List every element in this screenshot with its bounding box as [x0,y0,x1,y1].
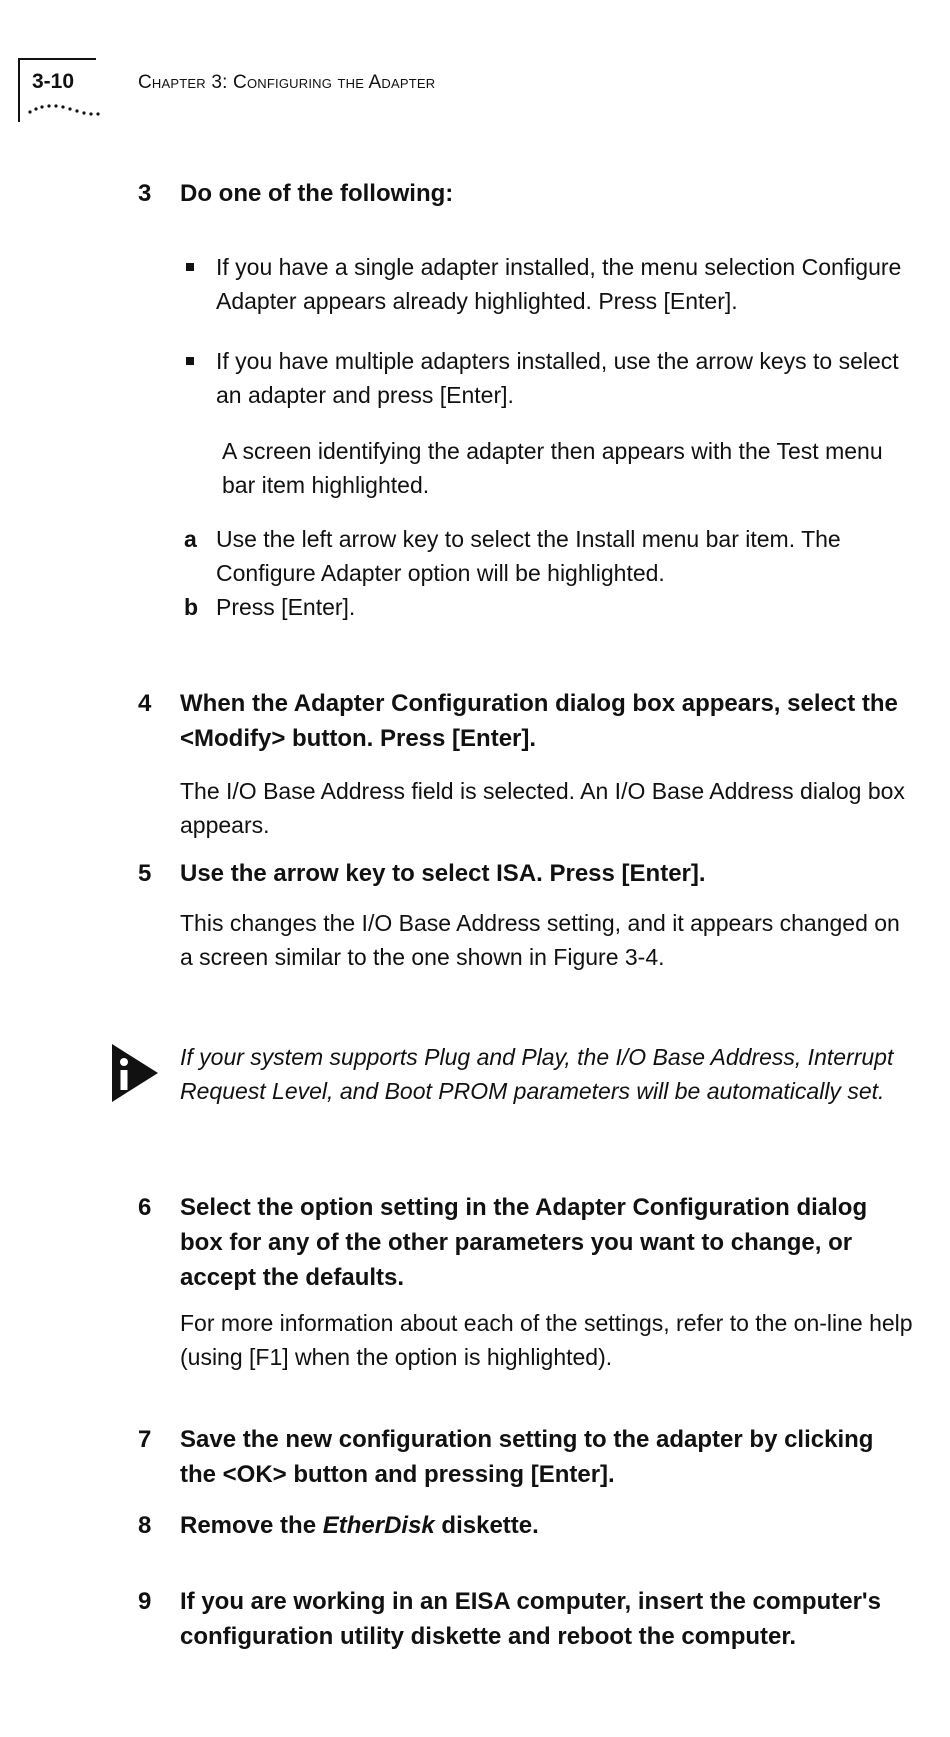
step-4-number: 4 [138,690,152,717]
header-rule-left [18,58,20,122]
substep-text: Press [Enter]. [216,594,356,620]
bullet-square-icon [186,357,194,365]
bullet-square-icon [186,263,194,271]
step-4-paragraph: The I/O Base Address field is selected. An I/O Base Address dialog box appears. [180,778,905,838]
step-9-number: 9 [138,1588,152,1615]
substep-letter: b [184,594,199,620]
step-5-heading: Use the arrow key to select ISA. Press [Enter]. [180,860,706,887]
step-5-number: 5 [138,860,152,887]
step-6-number: 6 [138,1194,152,1221]
step-7-number: 7 [138,1426,152,1453]
header-dots-ornament [26,98,106,120]
header-rule-top [18,58,96,60]
chapter-title: Chapter 3: Configuring the Adapter [138,72,436,93]
step-8-heading [180,1508,915,1543]
step-8-text-after: diskette. [434,1512,539,1539]
step-5-paragraph: This changes the I/O Base Address setting, and it appears changed on a screen similar to the one shown in Figure 3-4. [180,910,900,970]
step-8-text-italic: EtherDisk [322,1512,435,1539]
step-4-heading: When the Adapter Configuration dialog box appears, select the <Modify> button. Press [Enter]. [180,690,898,752]
step-3-number: 3 [138,180,152,207]
step-9-heading: If you are working in an EISA computer, insert the computer's configuration utility diskette and reboot the computer. [180,1588,881,1650]
step-6-paragraph: For more information about each of the settings, refer to the on-line help (using [F1] when the option is highlighted). [180,1310,913,1370]
substep-text: Use the left arrow key to select the Install menu bar item. The Configure Adapter option will be highlighted. [216,526,841,586]
step-3-heading: Do one of the following: [180,180,454,207]
info-note-icon [110,1042,160,1104]
step-8-text-before: Remove the [180,1512,323,1539]
page-number: 3-10 [32,70,75,93]
note-text: If your system supports Plug and Play, the I/O Base Address, Interrupt Request Level, and Boot PROM parameters will be automatically set. [180,1044,894,1104]
substep-letter: a [184,526,197,552]
page-header [0,58,950,128]
step-3-paragraph: A screen identifying the adapter then appears with the Test menu bar item highlighted. [222,438,883,498]
step-6-heading: Select the option setting in the Adapter Configuration dialog box for any of the other parameters you want to change, or accept the defaults. [180,1194,868,1291]
bullet-text: If you have a single adapter installed, the menu selection Configure Adapter appears already highlighted. Press [Enter]. [216,254,902,314]
step-7-heading: Save the new configuration setting to the adapter by clicking the <OK> button and pressing [Enter]. [180,1426,874,1488]
bullet-text: If you have multiple adapters installed, use the arrow keys to select an adapter and press [Enter]. [216,348,899,408]
step-8-number: 8 [138,1512,152,1539]
